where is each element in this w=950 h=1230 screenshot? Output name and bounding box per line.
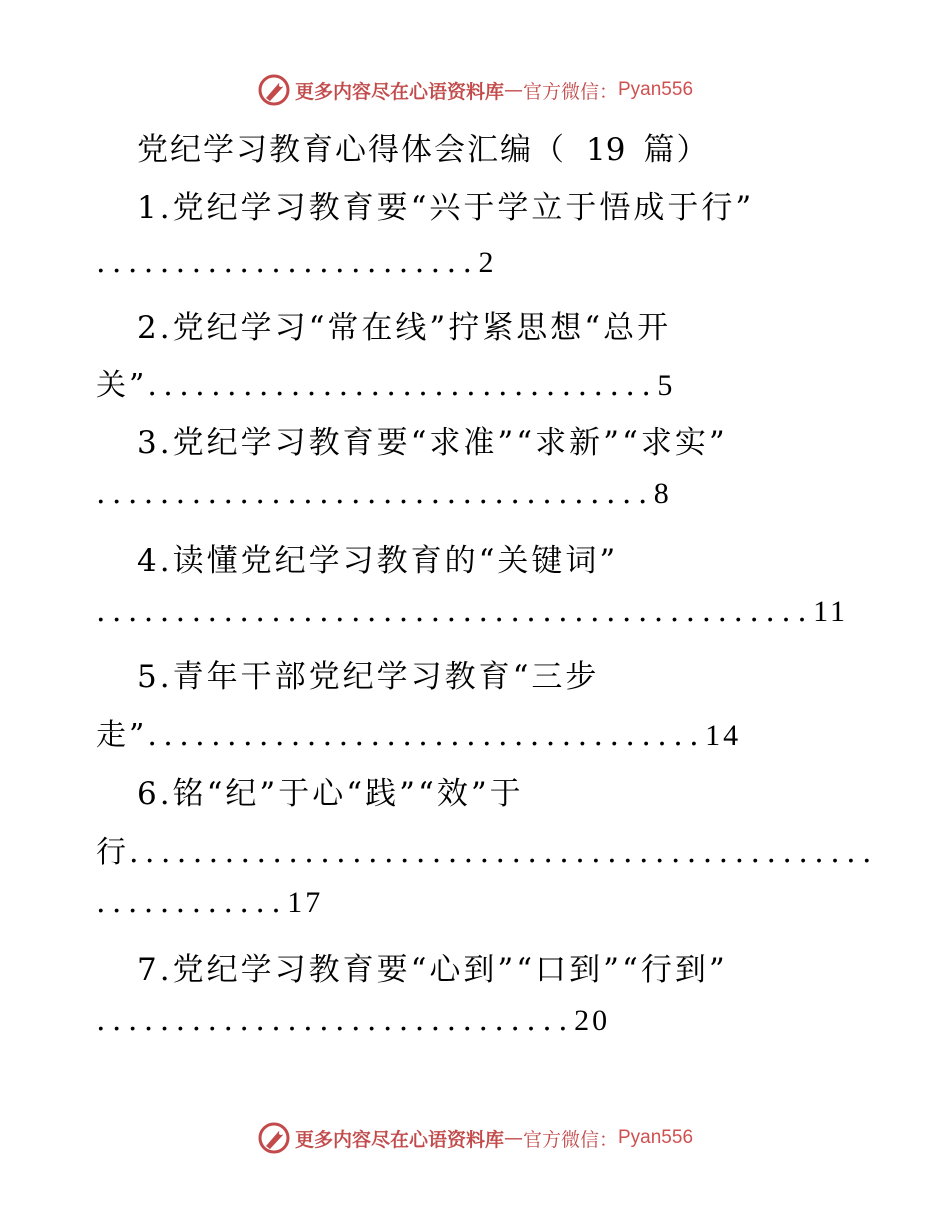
toc-dots: ................................ (147, 368, 658, 403)
toc-dots: ............................................... (129, 835, 878, 870)
toc-entry-leader (96, 827, 878, 871)
watermark-banner-bottom (0, 1118, 950, 1158)
toc-entry-leader (96, 245, 496, 280)
toc-entry-wrap: 走” (96, 718, 148, 753)
watermark-dash: — (503, 1127, 523, 1149)
watermark-wechat-id: Pyan556 (618, 79, 694, 100)
watermark-text: 更多内容尽在心语资料库 (294, 1128, 504, 1151)
toc-dots: ................................... (96, 476, 654, 511)
toc-dots: ........................ (96, 245, 479, 280)
toc-entry-wrap: 关” (96, 368, 148, 403)
toc-page-number: 20 (574, 1004, 611, 1037)
toc-dots: ................................... (147, 718, 706, 753)
toc-entry-title[interactable]: 5.青年干部党纪学习教育“三步 (137, 659, 600, 695)
toc-entry-title[interactable]: 1.党纪学习教育要“兴于学立于悟成于行” (137, 190, 755, 226)
document-title-end: 篇） (643, 132, 710, 168)
toc-dots: ............ (96, 885, 288, 920)
toc-entry-leader (96, 360, 675, 404)
toc-page-number: 14 (705, 719, 742, 752)
document-title-text: 党纪学习教育心得体会汇编（ (137, 132, 566, 168)
toc-entry-leader (96, 476, 672, 511)
toc-entry-title[interactable]: 6.铭“纪”于心“践”“效”于 (137, 776, 524, 812)
toc-entry-leader (96, 1003, 610, 1038)
pen-logo-icon (257, 73, 291, 107)
toc-page-number: 5 (657, 369, 676, 402)
toc-entry-leader (96, 710, 741, 754)
toc-page-number: 8 (653, 477, 672, 510)
toc-entry-leader (96, 594, 848, 629)
toc-entry-title[interactable]: 2.党纪学习“常在线”拧紧思想“总开 (137, 310, 672, 346)
watermark-suffix: 官方微信： (522, 80, 618, 103)
toc-entry-wrap: 行 (96, 835, 129, 870)
toc-page-number: 11 (813, 595, 849, 628)
pen-logo-icon (257, 1121, 291, 1155)
toc-entry-title[interactable]: 3.党纪学习教育要“求准”“求新”“求实” (137, 425, 728, 461)
document-count: 19 (586, 132, 626, 168)
toc-page-number: 17 (287, 886, 324, 919)
watermark-wechat-id: Pyan556 (618, 1127, 694, 1148)
toc-dots: ............................................. (96, 594, 814, 629)
toc-entry-leader (96, 885, 323, 920)
toc-page-number: 2 (478, 246, 497, 279)
watermark-suffix: 官方微信： (522, 1128, 618, 1151)
toc-entry-title[interactable]: 4.读懂党纪学习教育的“关键词” (137, 543, 619, 579)
watermark-text: 更多内容尽在心语资料库 (294, 80, 504, 103)
toc-entry-title[interactable]: 7.党纪学习教育要“心到”“口到”“行到” (137, 952, 728, 988)
watermark-banner-top (0, 70, 950, 110)
document-title (137, 124, 709, 169)
watermark-dash: — (503, 79, 523, 101)
toc-dots: .............................. (96, 1003, 575, 1038)
